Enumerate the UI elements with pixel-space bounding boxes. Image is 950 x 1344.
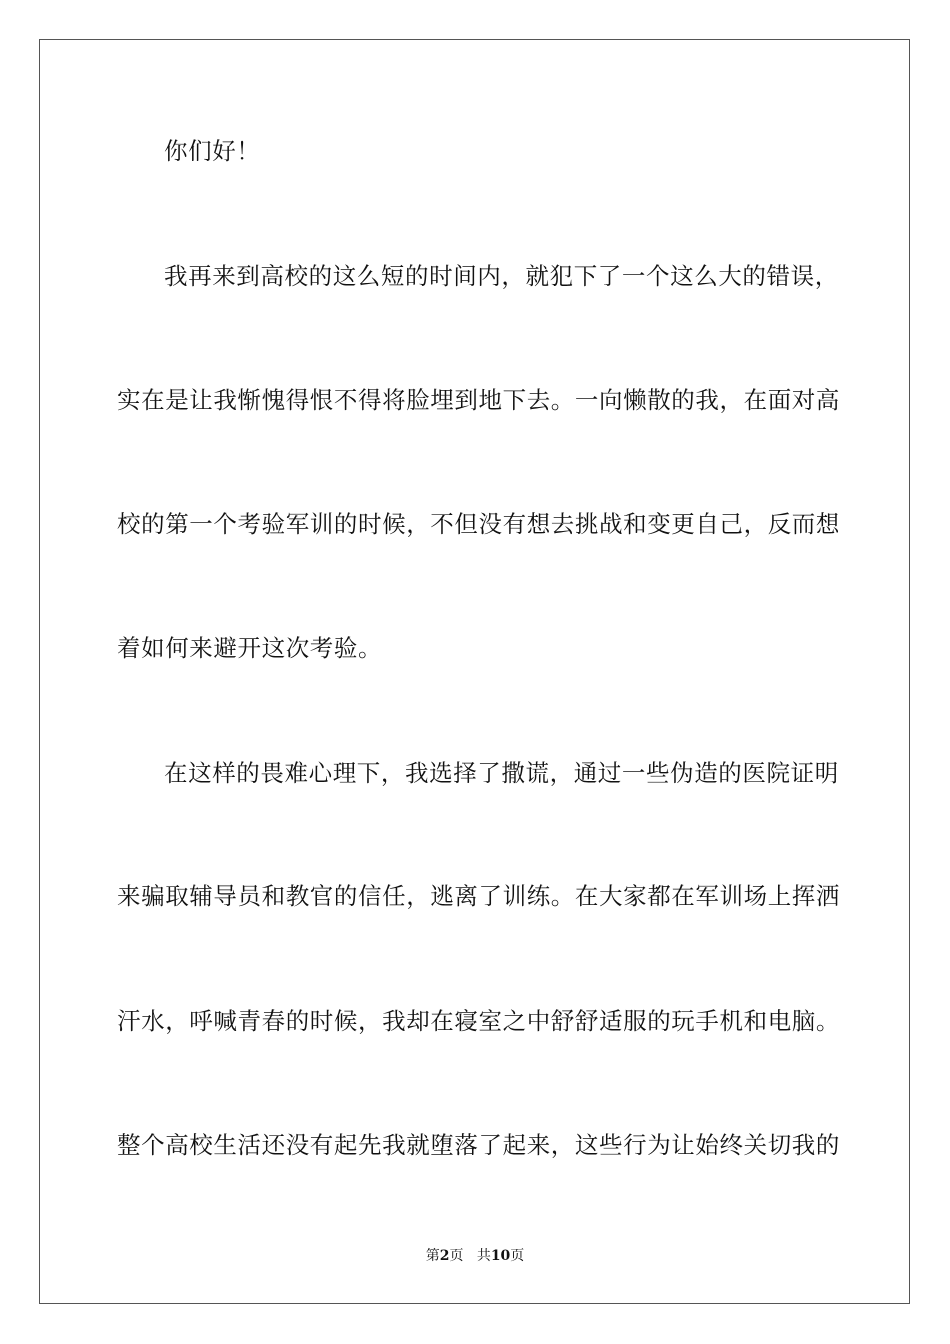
body-line: 着如何来避开这次考验。 (117, 634, 383, 662)
greeting-line: 你们好！ (164, 137, 261, 165)
page-suffix: 页 (449, 1248, 464, 1264)
body-line: 汗水，呼喊青春的时候，我却在寝室之中舒舒适服的玩手机和电脑。 (117, 1007, 840, 1035)
body-line: 我再来到高校的这么短的时间内，就犯下了一个这么大的错误， (164, 262, 839, 290)
body-line: 校的第一个考验军训的时候，不但没有想去挑战和变更自己，反而想 (117, 510, 840, 538)
body-line: 整个高校生活还没有起先我就堕落了起来，这些行为让始终关切我的 (117, 1131, 840, 1159)
total-page-count: 10 (490, 1248, 511, 1264)
total-prefix: 共 (476, 1248, 491, 1264)
page-footer (0, 1247, 950, 1265)
body-line: 来骗取辅导员和教官的信任，逃离了训练。在大家都在军训场上挥洒 (117, 882, 840, 910)
page-prefix: 第 (425, 1248, 440, 1264)
body-line: 在这样的畏难心理下，我选择了撒谎，通过一些伪造的医院证明 (164, 759, 839, 787)
total-suffix: 页 (510, 1248, 525, 1264)
current-page-number: 2 (439, 1248, 450, 1264)
page-border (39, 39, 910, 1304)
body-line: 实在是让我惭愧得恨不得将脸埋到地下去。一向懒散的我，在面对高 (117, 386, 840, 414)
